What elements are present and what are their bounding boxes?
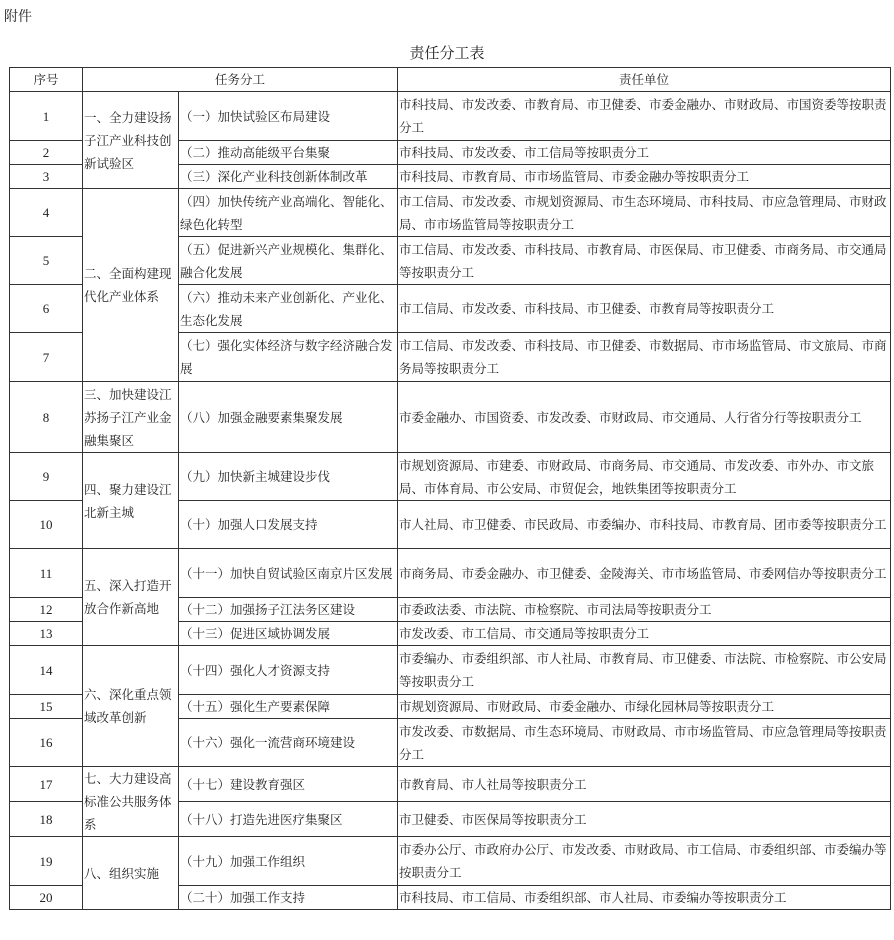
row-number: 4 — [10, 189, 83, 237]
responsible-units: 市人社局、市卫健委、市民政局、市委编办、市科技局、市教育局、团市委等按职责分工 — [398, 501, 891, 549]
task-category: 二、全面构建现代化产业体系 — [83, 189, 179, 382]
task-item: （十八）打造先进医疗集聚区 — [179, 802, 398, 837]
header-no: 序号 — [10, 68, 83, 92]
row-number: 15 — [10, 695, 83, 719]
task-category: 七、大力建设高标准公共服务体系 — [83, 767, 179, 837]
task-item: （十五）强化生产要素保障 — [179, 695, 398, 719]
row-number: 8 — [10, 382, 83, 453]
responsible-units: 市委政法委、市法院、市检察院、市司法局等按职责分工 — [398, 598, 891, 622]
responsible-units: 市科技局、市教育局、市市场监管局、市委金融办等按职责分工 — [398, 165, 891, 189]
task-category: 一、全力建设扬子江产业科技创新试验区 — [83, 92, 179, 189]
responsibility-table — [9, 67, 891, 910]
table-row — [10, 646, 891, 695]
row-number: 17 — [10, 767, 83, 802]
row-number: 13 — [10, 622, 83, 646]
row-number: 12 — [10, 598, 83, 622]
responsible-units: 市科技局、市发改委、市工信局等按职责分工 — [398, 141, 891, 165]
task-item: （二）推动高能级平台集聚 — [179, 141, 398, 165]
task-item: （十二）加强扬子江法务区建设 — [179, 598, 398, 622]
responsible-units: 市工信局、市发改委、市科技局、市卫健委、市教育局等按职责分工 — [398, 285, 891, 333]
table-row — [10, 767, 891, 802]
responsible-units: 市工信局、市发改委、市规划资源局、市生态环境局、市科技局、市应急管理局、市财政局、市市场监管局等按职责分工 — [398, 189, 891, 237]
table-row — [10, 837, 891, 886]
row-number: 3 — [10, 165, 83, 189]
task-category: 八、组织实施 — [83, 837, 179, 910]
task-item: （十）加强人口发展支持 — [179, 501, 398, 549]
responsible-units: 市委金融办、市国资委、市发改委、市财政局、市交通局、人行省分行等按职责分工 — [398, 382, 891, 453]
table-row — [10, 189, 891, 237]
row-number: 16 — [10, 719, 83, 767]
row-number: 5 — [10, 237, 83, 285]
responsible-units: 市规划资源局、市建委、市财政局、市商务局、市交通局、市发改委、市外办、市文旅局、市体育局、市公安局、市贸促会，地铁集团等按职责分工 — [398, 453, 891, 501]
header-task: 任务分工 — [83, 68, 398, 92]
responsible-units: 市卫健委、市医保局等按职责分工 — [398, 802, 891, 837]
responsible-units: 市委编办、市委组织部、市人社局、市教育局、市卫健委、市法院、市检察院、市公安局等按职责分工 — [398, 646, 891, 695]
row-number: 20 — [10, 886, 83, 910]
table-row — [10, 549, 891, 598]
header-row — [10, 68, 891, 92]
table-row — [10, 92, 891, 141]
task-item: （九）加快新主城建设步伐 — [179, 453, 398, 501]
task-item: （三）深化产业科技创新体制改革 — [179, 165, 398, 189]
task-item: （十六）强化一流营商环境建设 — [179, 719, 398, 767]
task-category: 五、深入打造开放合作新高地 — [83, 549, 179, 646]
responsible-units: 市商务局、市委金融办、市卫健委、金陵海关、市市场监管局、市委网信办等按职责分工 — [398, 549, 891, 598]
table-title: 责任分工表 — [409, 44, 485, 62]
header-unit: 责任单位 — [398, 68, 891, 92]
row-number: 14 — [10, 646, 83, 695]
responsible-units: 市规划资源局、市财政局、市委金融办、市绿化园林局等按职责分工 — [398, 695, 891, 719]
task-item: （八）加强金融要素集聚发展 — [179, 382, 398, 453]
responsible-units: 市发改委、市工信局、市交通局等按职责分工 — [398, 622, 891, 646]
task-item: （七）强化实体经济与数字经济融合发展 — [179, 333, 398, 382]
responsible-units: 市教育局、市人社局等按职责分工 — [398, 767, 891, 802]
task-item: （五）促进新兴产业规模化、集群化、融合化发展 — [179, 237, 398, 285]
row-number: 1 — [10, 92, 83, 141]
task-item: （十四）强化人才资源支持 — [179, 646, 398, 695]
row-number: 10 — [10, 501, 83, 549]
task-item: （十九）加强工作组织 — [179, 837, 398, 886]
task-item: （十一）加快自贸试验区南京片区发展 — [179, 549, 398, 598]
row-number: 2 — [10, 141, 83, 165]
task-category: 三、加快建设江苏扬子江产业金融集聚区 — [83, 382, 179, 453]
row-number: 7 — [10, 333, 83, 382]
table-row — [10, 453, 891, 501]
row-number: 6 — [10, 285, 83, 333]
responsible-units: 市工信局、市发改委、市科技局、市教育局、市医保局、市卫健委、市商务局、市交通局等按职责分工 — [398, 237, 891, 285]
task-item: （一）加快试验区布局建设 — [179, 92, 398, 141]
row-number: 18 — [10, 802, 83, 837]
task-item: （六）推动未来产业创新化、产业化、生态化发展 — [179, 285, 398, 333]
task-category: 四、聚力建设江北新主城 — [83, 453, 179, 549]
task-item: （四）加快传统产业高端化、智能化、绿色化转型 — [179, 189, 398, 237]
row-number: 11 — [10, 549, 83, 598]
responsible-units: 市科技局、市发改委、市教育局、市卫健委、市委金融办、市财政局、市国资委等按职责分工 — [398, 92, 891, 141]
row-number: 9 — [10, 453, 83, 501]
table-row — [10, 382, 891, 453]
responsible-units: 市发改委、市数据局、市生态环境局、市财政局、市市场监管局、市应急管理局等按职责分工 — [398, 719, 891, 767]
task-item: （十三）促进区域协调发展 — [179, 622, 398, 646]
task-item: （十七）建设教育强区 — [179, 767, 398, 802]
responsible-units: 市委办公厅、市政府办公厅、市发改委、市财政局、市工信局、市委组织部、市委编办等按职责分工 — [398, 837, 891, 886]
task-item: （二十）加强工作支持 — [179, 886, 398, 910]
row-number: 19 — [10, 837, 83, 886]
attachment-label: 附件 — [4, 9, 32, 25]
responsible-units: 市科技局、市工信局、市委组织部、市人社局、市委编办等按职责分工 — [398, 886, 891, 910]
responsible-units: 市工信局、市发改委、市科技局、市卫健委、市数据局、市市场监管局、市文旅局、市商务局等按职责分工 — [398, 333, 891, 382]
task-category: 六、深化重点领域改革创新 — [83, 646, 179, 767]
